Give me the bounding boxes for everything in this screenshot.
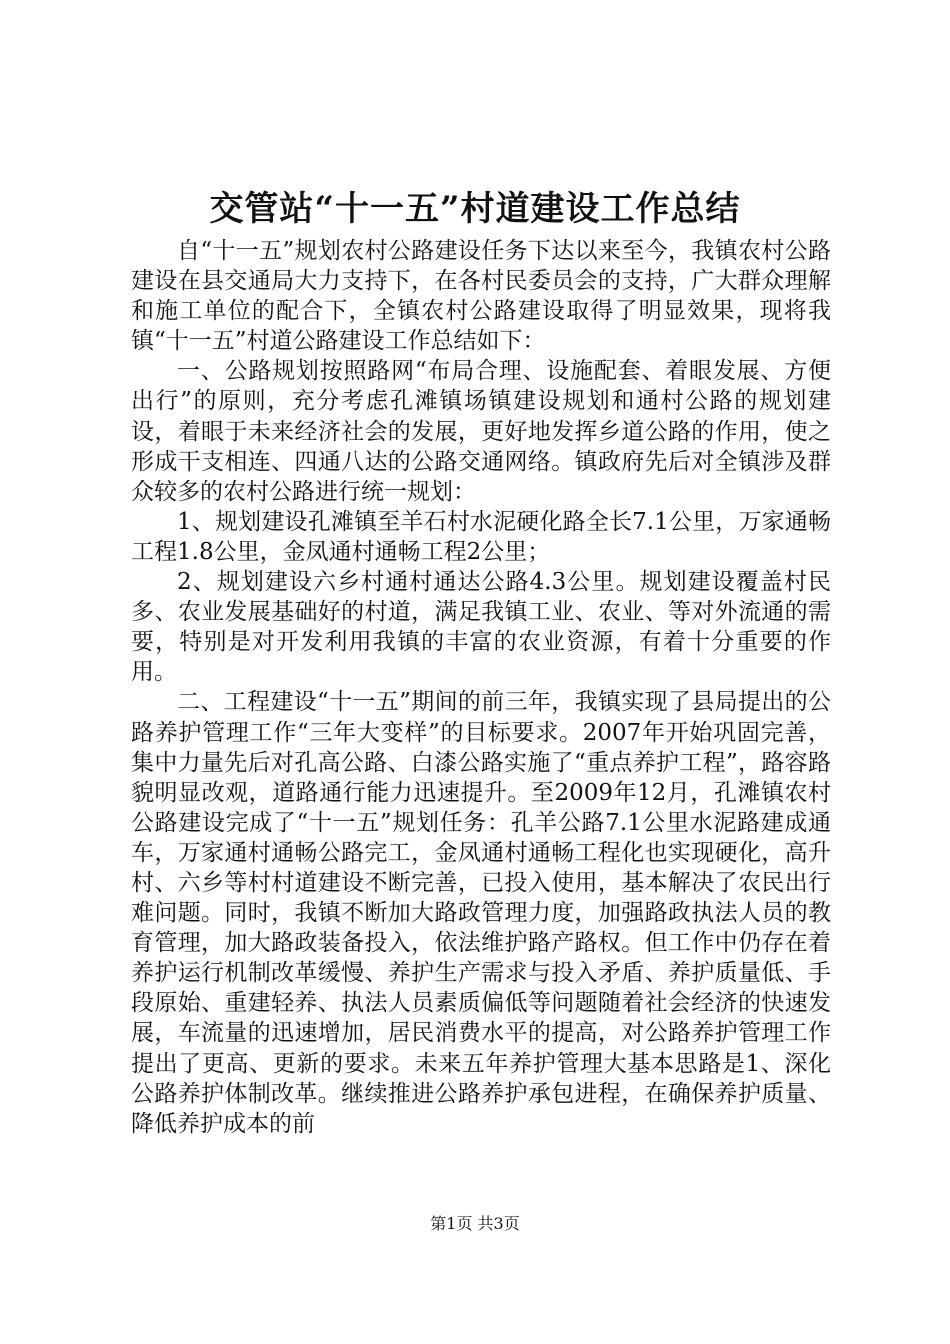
- paragraph-section-1: 一、公路规划按照路网“布局合理、设施配套、着眼发展、方便出行”的原则，充分考虑孔滩镇场镇建设规划和通村公路的规划建设，着眼于未来经济社会的发展，更好地发挥乡道公路的作用，使之形成干支相连、四通八达的公路交通网络。镇政府先后对全镇涉及群众较多的农村公路进行统一规划：: [131, 358, 831, 505]
- document-title: 交管站“十一五”村道建设工作总结: [209, 189, 741, 229]
- page-footer: 第1页 共3页: [430, 1214, 520, 1233]
- paragraph-intro: 自“十一五”规划农村公路建设任务下达以来至今，我镇农村公路建设在县交通局大力支持下，在各村民委员会的支持，广大群众理解和施工单位的配合下，全镇农村公路建设取得了明显效果，现将我镇“十一五”村道公路建设工作总结如下：: [131, 238, 831, 355]
- paragraph-item-1: 1、规划建设孔滩镇至羊石村水泥硬化路全长7.1公里，万家通畅工程1.8公里，金凤通村通畅工程2公里；: [131, 508, 831, 565]
- paragraph-item-2: 2、规划建设六乡村通村通达公路4.3公里。规划建设覆盖村民多、农业发展基础好的村道，满足我镇工业、农业、等对外流通的需要，特别是对开发利用我镇的丰富的农业资源，有着十分重要的作用。: [131, 569, 831, 686]
- paragraph-section-2: 二、工程建设“十一五”期间的前三年，我镇实现了县局提出的公路养护管理工作“三年大变样”的目标要求。2007年开始巩固完善，集中力量先后对孔高公路、白漆公路实施了“重点养护工程”，路容路貌明显改观，道路通行能力迅速提升。至2009年12月，孔滩镇农村公路建设完成了“十一五”规划任务：孔羊公路7.1公里水泥路建成通车，万家通村通畅公路完工，金凤通村通畅工程化也实现硬化，高升村、六乡等村村道建设不断完善，已投入使用，基本解决了农民出行难问题。同时，我镇不断加大路政管理力度，加强路政执法人员的教育管理，加大路政装备投入，依法维护路产路权。但工作中仍存在着养护运行机制改革缓慢、养护生产需求与投入矛盾、养护质量低、手段原始、重建轻养、执法人员素质偏低等问题随着社会经济的快速发展，车流量的迅速增加，居民消费水平的提高，对公路养护管理工作提出了更高、更新的要求。未来五年养护管理大基本思路是1、深化公路养护体制改革。继续推进公路养护承包进程，在确保养护质量、降低养护成本的前: [131, 689, 831, 1137]
- document-body: [131, 236, 831, 1139]
